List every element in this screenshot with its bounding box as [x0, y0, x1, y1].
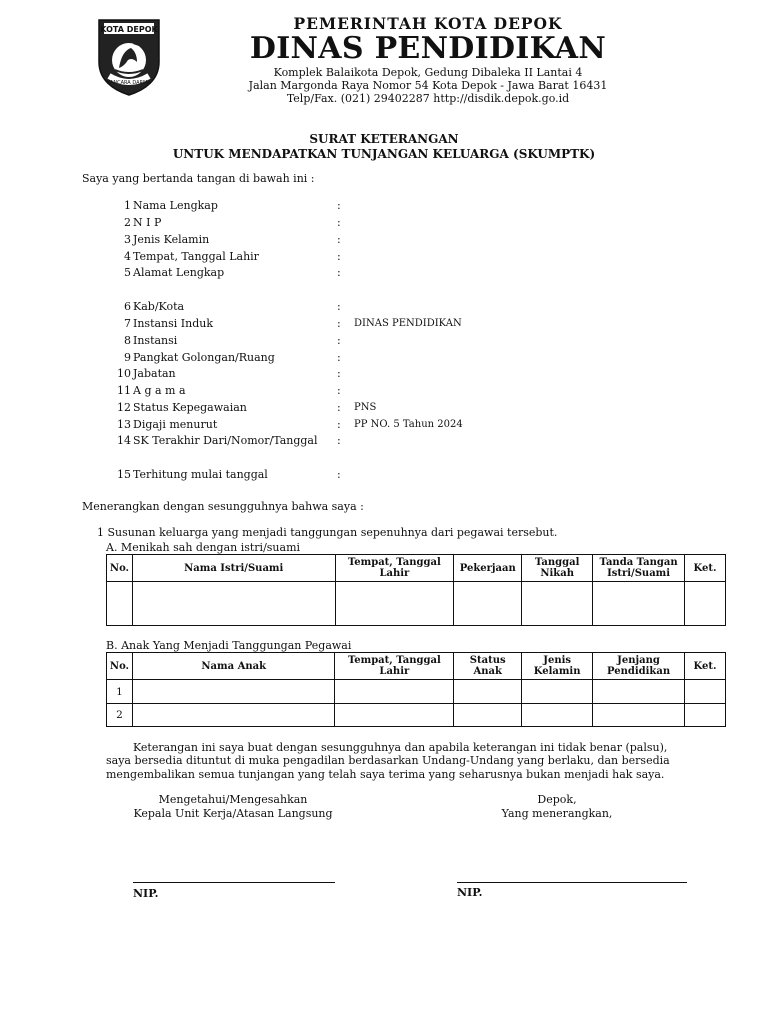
field-colon: :: [337, 367, 341, 380]
spouse-table: [106, 554, 726, 626]
field-number: 2: [124, 216, 131, 229]
field-label: Status Kepegawaian: [133, 401, 247, 414]
row-number: 1: [107, 680, 133, 704]
table-cell[interactable]: [454, 582, 522, 626]
contact-line: Telp/Fax. (021) 29402287 http://disdik.depok.go.id: [286, 92, 570, 105]
table-row: [107, 704, 726, 727]
field-colon: :: [337, 401, 341, 414]
table-cell[interactable]: [684, 680, 725, 704]
field-colon: :: [337, 468, 341, 481]
col-remarks: Ket.: [685, 555, 726, 582]
declarant-title: Yang menerangkan,: [501, 807, 613, 820]
field-number: 5: [124, 266, 131, 279]
statement-line-3: mengembalikan semua tunjangan yang telah saya terima yang seharusnya bukan menjadi hak saya.: [106, 768, 665, 781]
field-colon: :: [337, 199, 341, 212]
place-date-label: Depok,: [537, 793, 577, 806]
table-cell[interactable]: [454, 704, 522, 727]
approver-nip-label: NIP.: [133, 887, 159, 900]
col-no: No.: [107, 653, 133, 680]
field-label: Kab/Kota: [133, 300, 185, 313]
col-child-status: Status Anak: [454, 653, 522, 680]
field-label: Tempat, Tanggal Lahir: [133, 250, 259, 263]
government-name: PEMERINTAH KOTA DEPOK: [293, 14, 563, 33]
field-value: PNS: [354, 402, 377, 413]
field-colon: :: [337, 216, 341, 229]
table-cell[interactable]: [593, 704, 685, 727]
address-line-2: Jalan Margonda Raya Nomor 54 Kota Depok - Jawa Barat 16431: [248, 79, 608, 92]
field-label: Jenis Kelamin: [133, 233, 210, 246]
approver-signature-line: [133, 882, 335, 883]
table-a-caption: A. Menikah sah dengan istri/suami: [106, 541, 301, 554]
field-number: 11: [117, 384, 131, 397]
statement-line-2: saya bersedia dituntut di muka pengadilan berdasarkan Undang-Undang yang berlaku, dan bersedia: [106, 754, 670, 767]
col-education-level: Jenjang Pendidikan: [593, 653, 685, 680]
statement-line-1: Keterangan ini saya buat dengan sesungguhnya dan apabila keterangan ini tidak benar (palsu),: [133, 741, 668, 754]
table-cell[interactable]: [107, 582, 133, 626]
field-colon: :: [337, 317, 341, 330]
table-cell[interactable]: [522, 704, 593, 727]
field-value: PP NO. 5 Tahun 2024: [354, 419, 463, 430]
declarant-signature-line: [457, 882, 687, 883]
field-number: 12: [117, 401, 131, 414]
table-row: [107, 680, 726, 704]
col-spouse-signature: Tanda Tangan Istri/Suami: [593, 555, 685, 582]
field-colon: :: [337, 334, 341, 347]
field-colon: :: [337, 300, 341, 313]
address-line-1: Komplek Balaikota Depok, Gedung Dibaleka II Lantai 4: [273, 66, 583, 79]
field-label: Instansi: [133, 334, 178, 347]
field-colon: :: [337, 266, 341, 279]
field-number: 8: [124, 334, 131, 347]
field-number: 7: [124, 317, 131, 330]
document-subtitle: UNTUK MENDAPATKAN TUNJANGAN KELUARGA (SKUMPTK): [172, 147, 596, 161]
table-header-row: [107, 555, 726, 582]
table-header-row: [107, 653, 726, 680]
intro-text: Saya yang bertanda tangan di bawah ini :: [82, 172, 315, 185]
table-cell[interactable]: [454, 680, 522, 704]
field-number: 10: [117, 367, 131, 380]
field-label: Digaji menurut: [133, 418, 218, 431]
field-number: 3: [124, 233, 131, 246]
approver-title-2: Kepala Unit Kerja/Atasan Langsung: [133, 807, 333, 820]
col-spouse-name: Nama Istri/Suami: [132, 555, 335, 582]
col-no: No.: [107, 555, 133, 582]
declaration-text: Menerangkan dengan sesungguhnya bahwa saya :: [82, 500, 364, 513]
field-colon: :: [337, 434, 341, 447]
depok-city-emblem: [95, 18, 163, 96]
field-label: Jabatan: [133, 367, 176, 380]
field-label: Alamat Lengkap: [133, 266, 225, 279]
table-cell[interactable]: [593, 582, 685, 626]
logo-text-bottom: PANCARA DARMA: [107, 80, 151, 86]
table-b-caption: B. Anak Yang Menjadi Tanggungan Pegawai: [106, 639, 352, 652]
table-cell[interactable]: [522, 680, 593, 704]
table-cell[interactable]: [335, 704, 454, 727]
col-marriage-date: Tanggal Nikah: [522, 555, 593, 582]
table-cell[interactable]: [335, 582, 454, 626]
col-remarks: Ket.: [684, 653, 725, 680]
table-cell[interactable]: [335, 680, 454, 704]
document-title: SURAT KETERANGAN: [309, 132, 459, 146]
field-number: 14: [117, 434, 131, 447]
agency-name: DINAS PENDIDIKAN: [249, 31, 607, 66]
table-cell[interactable]: [593, 680, 685, 704]
col-occupation: Pekerjaan: [454, 555, 522, 582]
table-cell[interactable]: [132, 582, 335, 626]
table-row: [107, 582, 726, 626]
field-colon: :: [337, 233, 341, 246]
field-number: 15: [117, 468, 131, 481]
field-number: 9: [124, 351, 131, 364]
table-cell[interactable]: [132, 704, 335, 727]
col-birth-place-date: Tempat, Tanggal Lahir: [335, 653, 454, 680]
field-number: 6: [124, 300, 131, 313]
approver-title-1: Mengetahui/Mengesahkan: [158, 793, 308, 806]
field-value: DINAS PENDIDIKAN: [354, 318, 462, 329]
table-cell[interactable]: [685, 582, 726, 626]
field-label: Nama Lengkap: [133, 199, 218, 212]
field-colon: :: [337, 250, 341, 263]
field-label: A g a m a: [133, 384, 186, 397]
field-colon: :: [337, 351, 341, 364]
field-number: 1: [124, 199, 131, 212]
field-label: SK Terakhir Dari/Nomor/Tanggal: [133, 434, 318, 447]
children-table: [106, 652, 726, 727]
col-birth-place-date: Tempat, Tanggal Lahir: [335, 555, 454, 582]
col-child-name: Nama Anak: [132, 653, 335, 680]
section-1-heading: 1 Susunan keluarga yang menjadi tanggungan sepenuhnya dari pegawai tersebut.: [97, 526, 558, 539]
field-number: 13: [117, 418, 131, 431]
declarant-nip-label: NIP.: [457, 886, 483, 899]
field-colon: :: [337, 384, 341, 397]
field-label: N I P: [133, 216, 162, 229]
field-number: 4: [124, 250, 131, 263]
table-cell[interactable]: [522, 582, 593, 626]
field-label: Instansi Induk: [133, 317, 214, 330]
field-colon: :: [337, 418, 341, 431]
row-number: 2: [107, 704, 133, 727]
table-cell[interactable]: [684, 704, 725, 727]
field-label: Pangkat Golongan/Ruang: [133, 351, 275, 364]
table-cell[interactable]: [132, 680, 335, 704]
field-label: Terhitung mulai tanggal: [133, 468, 268, 481]
col-gender: Jenis Kelamin: [522, 653, 593, 680]
logo-text-top: KOTA DEPOK: [100, 25, 158, 34]
